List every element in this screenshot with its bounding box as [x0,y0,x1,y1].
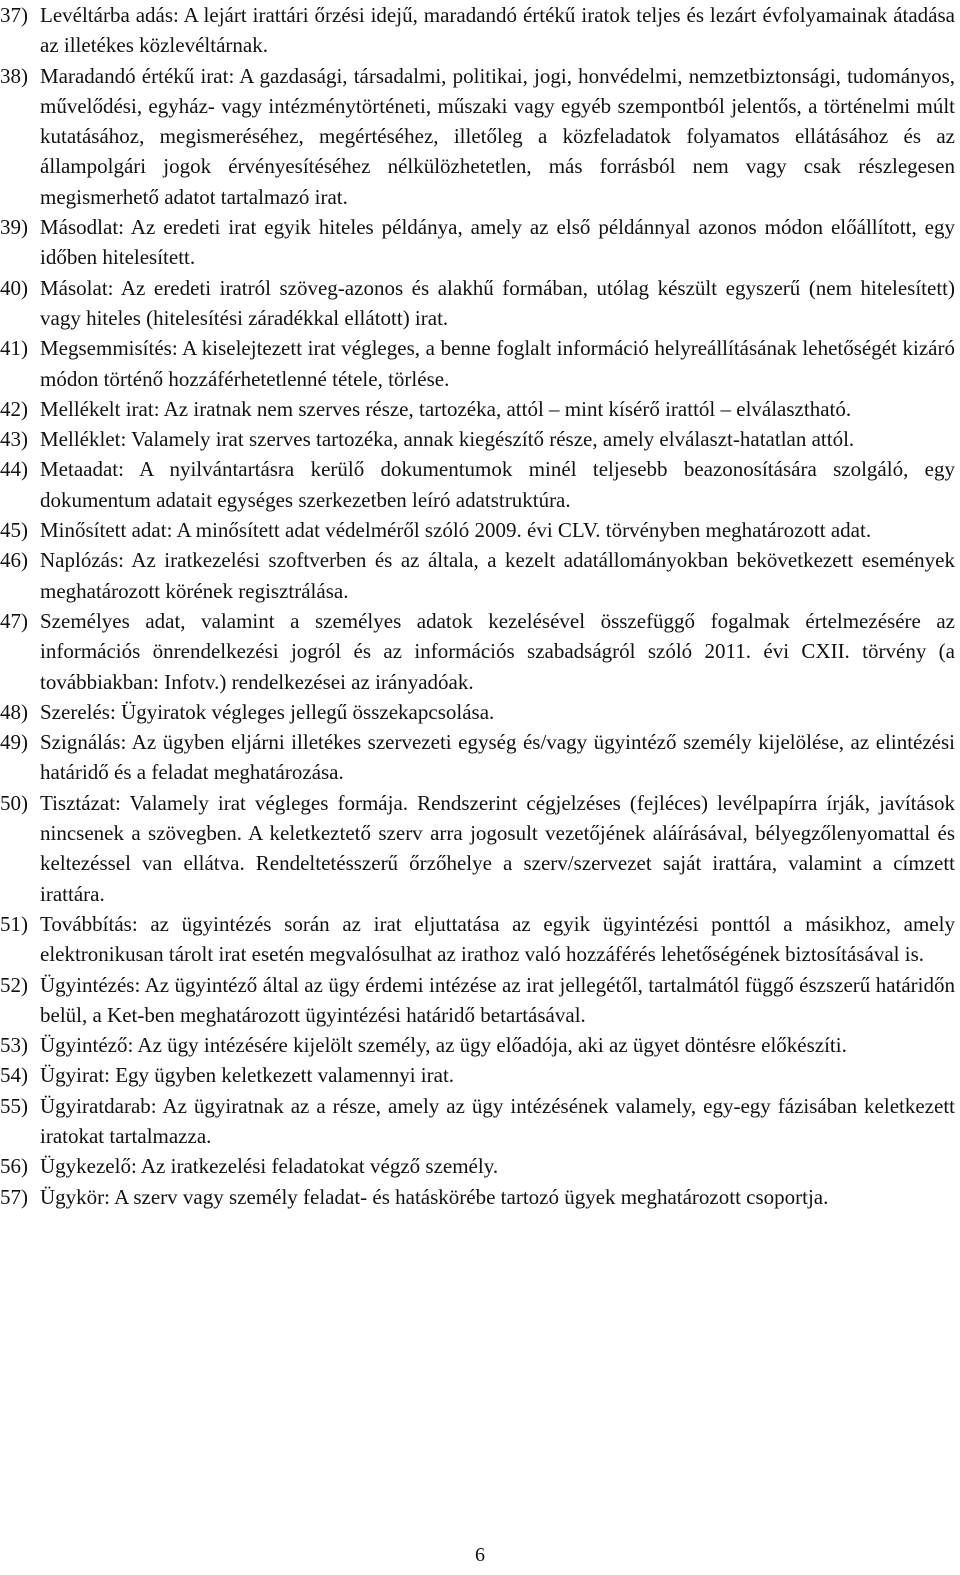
definition-item-39 [0,212,955,273]
definition-text: Ügykezelő: Az iratkezelési feladatokat végző személy. [40,1154,499,1179]
definition-number: 46) [0,548,28,573]
definition-item-53 [0,1030,955,1060]
definition-text: Minősített adat: A minősített adat védelméről szóló 2009. évi CLV. törvényben meghatározott adat. [40,518,872,543]
definition-number: 52) [0,972,28,997]
definition-item-38 [0,61,955,212]
page-number: 6 [475,1544,485,1566]
definition-text: Továbbítás: az ügyintézés során az irat eljuttatása az egyik ügyintézési ponttól a másikhoz, amely elektronikusan tárolt irat esetén megvalósulhat az irathoz való hozzáférés lehetőségének biztosításával is. [40,911,955,967]
definition-number: 44) [0,457,28,482]
definition-item-46 [0,545,955,606]
definition-text: Megsemmisítés: A kiselejtezett irat végleges, a benne foglalt információ helyreállításának lehetőségét kizáró módon történő hozzáférhetetlenné tétele, törlése. [40,336,955,391]
definition-item-44 [0,454,955,515]
definition-text: Melléklet: Valamely irat szerves tartozéka, annak kiegészítő része, amely elválaszt-hatatlan attól. [40,427,855,452]
definition-text: Mellékelt irat: Az iratnak nem szerves része, tartozéka, attól – mint kísérő irattól – elválasztható. [40,396,852,421]
definition-text: Naplózás: Az iratkezelési szoftverben és az általa, a kezelt adatállományokban bekövetkezett események meghatározott körének regisztrálása. [40,548,955,603]
definition-number: 53) [0,1033,28,1058]
definition-text: Ügyintéző: Az ügy intézésére kijelölt személy, az ügy előadója, aki az ügyet döntésre előkészíti. [40,1033,847,1058]
definition-number: 37) [0,3,28,27]
definition-text: Szerelés: Ügyiratok végleges jellegű összekapcsolása. [40,699,495,724]
definition-item-45 [0,515,955,545]
definition-text: Személyes adat, valamint a személyes adatok kezelésével összefüggő fogalmak értelmezésére az információs önrendelkezési jogról és az információs szabadságról szóló 2011. évi CXII. törvény (a továbbiakban: Infotv.) rendelkezései az irányadóak. [40,608,955,694]
definition-number: 49) [0,730,28,755]
definition-text: Ügyirat: Egy ügyben keletkezett valamennyi irat. [40,1063,455,1088]
definition-number: 57) [0,1184,28,1209]
definition-text: Ügykör: A szerv vagy személy feladat- és hatáskörébe tartozó ügyek meghatározott csoportja. [40,1184,829,1209]
definition-item-51 [0,909,955,970]
definition-number: 56) [0,1154,28,1179]
definition-number: 42) [0,396,28,421]
definition-item-40 [0,273,955,334]
definition-number: 51) [0,911,28,936]
definition-number: 55) [0,1093,28,1118]
definition-item-54 [0,1060,955,1090]
definition-item-37 [0,0,955,61]
definition-text: Metaadat: A nyilvántartásra kerülő dokumentumok minél teljesebb beazonosítására szolgáló, egy dokumentum adatait egységes szerkezetben leíró adatstruktúra. [40,457,955,512]
definition-item-50 [0,788,955,909]
definition-number: 43) [0,427,28,452]
definition-number: 40) [0,275,28,300]
definition-number: 45) [0,518,28,543]
definition-item-55 [0,1091,955,1152]
definition-text: Tisztázat: Valamely irat végleges formája. Rendszerint cégjelzéses (fejléces) levélpapírra írják, javítások nincsenek a szövegben. A keletkeztető szerv arra jogosult vezetőjének aláírásával, bélyegzőlenyomattal és keltezéssel van ellátva. Rendeltetésszerű őrzőhelye a szerv/szervezet saját irattára, valamint a címzett irattára. [40,790,955,906]
definition-item-47 [0,606,955,697]
definition-number: 50) [0,790,28,815]
definition-item-56 [0,1151,955,1181]
definition-item-48 [0,697,955,727]
definition-text: Ügyiratdarab: Az ügyiratnak az a része, amely az ügy intézésének valamely, egy-egy fázisában keletkezett iratokat tartalmazza. [40,1093,955,1148]
definition-text: Másodlat: Az eredeti irat egyik hiteles példánya, amely az első példánnyal azonos módon előállított, egy időben hitelesített. [40,215,955,270]
definition-text: Maradandó értékű irat: A gazdasági, társadalmi, politikai, jogi, honvédelmi, nemzetbiztonsági, tudományos, művelődési, egyház- vagy intézménytörténeti, műszaki vagy egyéb szempontból jelentős, a történelmi múlt kutatásához, megismeréséhez, megértéséhez, illetőleg a közfeladatok folyamatos ellátásához és az állampolgári jogok érvényesítéséhez nélkülözhetetlen, más forrásból nem vagy csak részlegesen megismerhető adatot tartalmazó irat. [40,63,955,209]
definition-text: Szignálás: Az ügyben eljárni illetékes szervezeti egység és/vagy ügyintéző személy kijelölése, az elintézési határidő és a feladat meghatározása. [40,730,955,785]
definition-item-57 [0,1182,955,1212]
definition-item-52 [0,970,955,1031]
definition-number: 38) [0,63,28,88]
definition-item-41 [0,333,955,394]
definition-text: Levéltárba adás: A lejárt irattári őrzési idejű, maradandó értékű iratok teljes és lezárt évfolyamainak átadása az illetékes közlevéltárnak. [40,3,955,58]
definition-item-43 [0,424,955,454]
definition-number: 47) [0,608,28,633]
definition-number: 41) [0,336,28,361]
definition-item-42 [0,394,955,424]
definition-number: 39) [0,215,28,240]
definition-text: Ügyintézés: Az ügyintéző által az ügy érdemi intézése az irat jellegétől, tartalmától függő észszerű határidőn belül, a Ket-ben meghatározott ügyintézési határidő betartásával. [40,972,955,1027]
definition-number: 54) [0,1063,28,1088]
definition-text: Másolat: Az eredeti iratról szöveg-azonos és alakhű formában, utólag készült egyszerű (nem hitelesített) vagy hiteles (hitelesítési záradékkal ellátott) irat. [40,275,955,330]
definition-item-49 [0,727,955,788]
definition-number: 48) [0,699,28,724]
